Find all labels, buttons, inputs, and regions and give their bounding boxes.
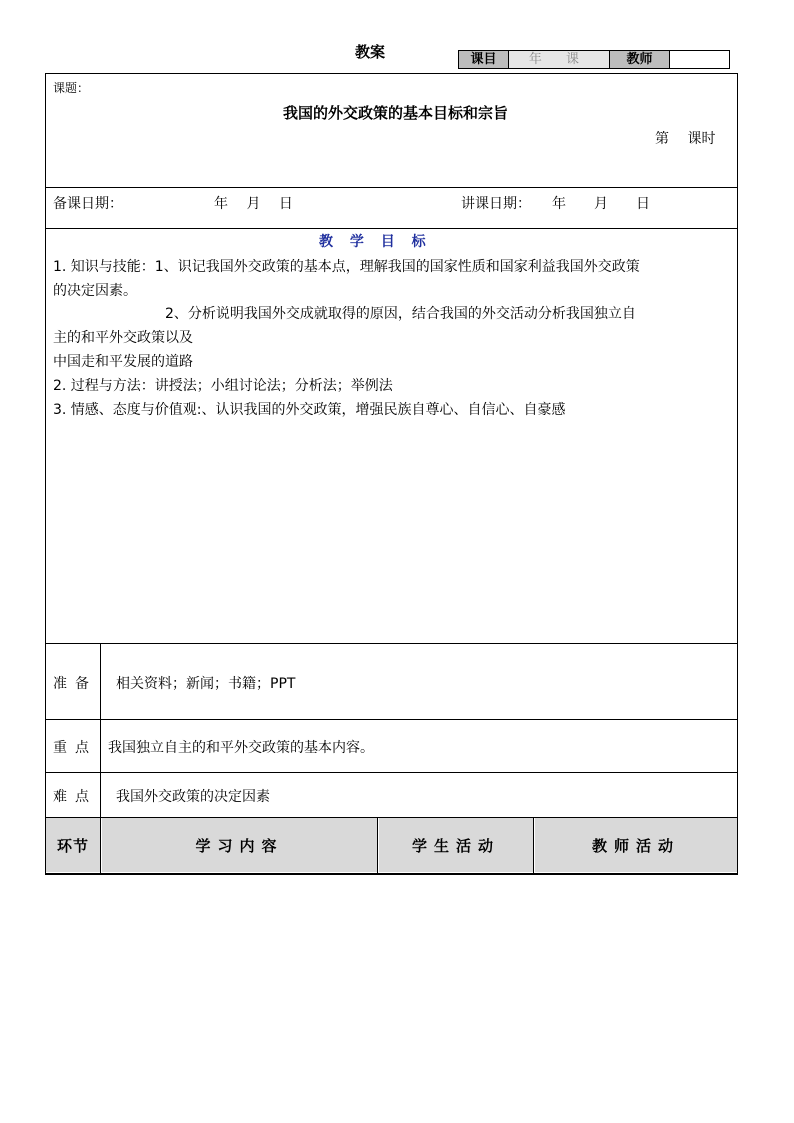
lesson-period: 第 课时 — [655, 131, 716, 147]
objective-line: 主的和平外交政策以及 — [53, 330, 193, 346]
divider — [45, 187, 738, 188]
objective-line: 1. 知识与技能：1、识记我国外交政策的基本点，理解我国的国家性质和国家利益我国外交政策 — [53, 259, 640, 275]
objective-line: 3. 情感、态度与价值观:、认识我国的外交政策，增强民族自尊心、自信心、自豪感 — [53, 402, 566, 418]
header-info-table — [458, 50, 730, 69]
prep-label: 准备 — [53, 676, 97, 692]
section-header-stage: 环节 — [46, 818, 100, 872]
prep-date: 备课日期： 年 月 日 — [53, 196, 293, 212]
grade-field[interactable]: 年 课 — [509, 51, 610, 68]
section-header-teacher-activity: 教师活动 — [535, 818, 737, 872]
objectives-heading: 教 学 目 标 — [319, 234, 432, 250]
difficult-point-label: 难点 — [53, 789, 97, 805]
table-bottom-border — [45, 874, 738, 876]
topic-label: 课题： — [53, 81, 90, 95]
section-header-student-activity: 学生活动 — [379, 818, 533, 872]
objective-line: 中国走和平发展的道路 — [53, 354, 193, 370]
column-divider — [100, 643, 101, 874]
divider — [45, 228, 738, 229]
divider — [45, 643, 738, 644]
teacher-field[interactable] — [670, 51, 729, 68]
column-divider — [377, 817, 378, 874]
key-point-label: 重点 — [53, 740, 97, 756]
section-header-content: 学习内容 — [102, 818, 377, 872]
prep-value: 相关资料；新闻；书籍；PPT — [116, 676, 296, 692]
key-point-value: 我国独立自主的和平外交政策的基本内容。 — [108, 740, 374, 756]
teacher-label: 教师 — [610, 51, 670, 68]
objective-line: 2. 过程与方法：讲授法；小组讨论法；分析法；举例法 — [53, 378, 393, 394]
lesson-title: 我国的外交政策的基本目标和宗旨 — [283, 104, 509, 122]
subject-label: 课目 — [459, 51, 509, 68]
column-divider — [533, 817, 534, 874]
divider — [45, 719, 738, 720]
difficult-point-value: 我国外交政策的决定因素 — [116, 789, 270, 805]
document-title: 教案 — [355, 43, 386, 61]
objective-line: 的决定因素。 — [53, 283, 137, 299]
objective-line: 2、分析说明我国外交成就取得的原因，结合我国的外交活动分析我国独立自 — [53, 306, 636, 322]
teach-date: 讲课日期： 年 月 日 — [461, 196, 650, 212]
divider — [45, 772, 738, 773]
